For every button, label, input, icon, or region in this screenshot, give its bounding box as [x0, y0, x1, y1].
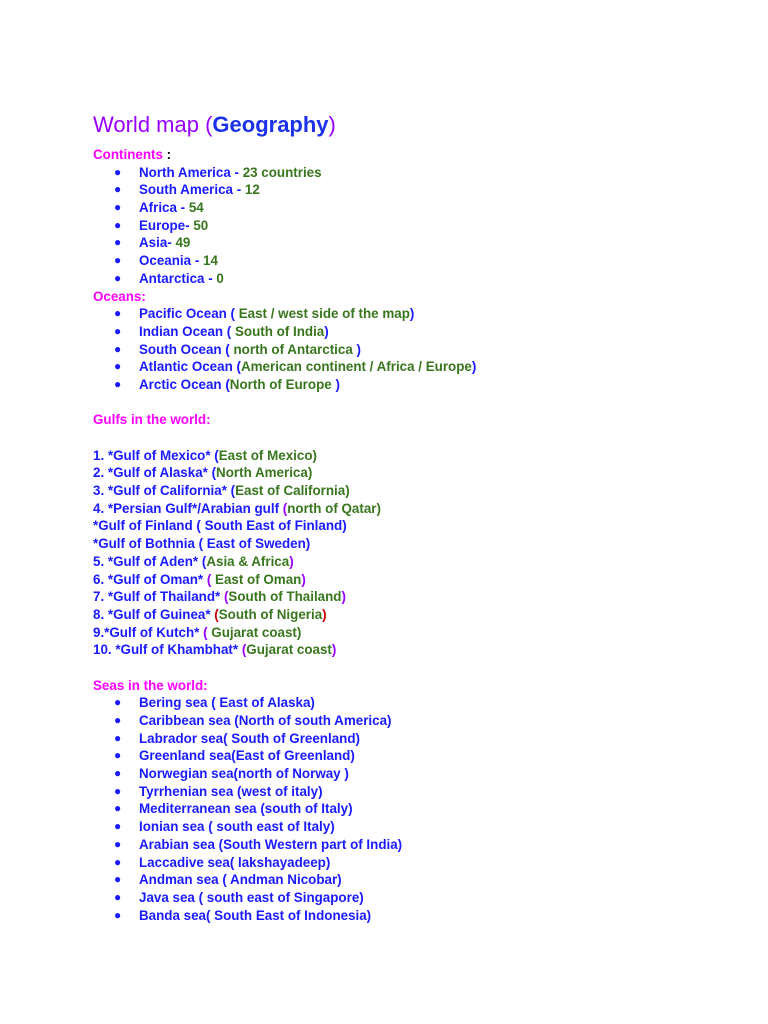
bullet-icon: ● [114, 801, 122, 816]
gulf-name: 9.*Gulf of Kutch* [93, 624, 204, 640]
sea-name: Ionian sea ( south east of Italy) [139, 819, 335, 835]
sea-name: Labrador sea( South of Greenland) [139, 730, 360, 746]
ocean-close: ) [409, 306, 415, 322]
gulf-open: ( [203, 624, 212, 640]
gulf-location: North America [216, 465, 308, 481]
gulf-close: ) [322, 606, 327, 622]
ocean-location: American continent / Africa / Europe [240, 359, 472, 375]
bullet-icon: ● [114, 748, 122, 763]
gulfs-list [93, 447, 753, 659]
ocean-location: north of Antarctica [233, 341, 357, 357]
ocean-location: East / west side of the map [238, 306, 410, 322]
gulf-name: 1. *Gulf of Mexico* [93, 447, 215, 463]
gulf-location: East of California [235, 483, 346, 499]
gulf-location: South of Nigeria [218, 606, 323, 622]
gulf-name: 5. *Gulf of Aden* [93, 553, 202, 569]
ocean-name: Arctic Ocean ( [139, 376, 230, 392]
continent-name: Africa - [139, 200, 189, 216]
gulf-name: *Gulf of Finland ( South East of Finland) [93, 518, 347, 534]
bullet-icon: ● [114, 253, 122, 268]
gulf-item [93, 535, 753, 553]
sea-item [93, 694, 753, 712]
ocean-name: Pacific Ocean ( [139, 306, 239, 322]
ocean-item [93, 305, 753, 323]
ocean-close: ) [335, 376, 340, 392]
gulf-item [93, 624, 753, 642]
ocean-location: North of Europe [229, 376, 336, 392]
seas-heading: Seas in the world: [93, 677, 208, 693]
gulf-open: ( [241, 642, 247, 658]
continent-count: 23 countries [242, 164, 322, 180]
gulf-location: East of Oman [215, 571, 302, 587]
bullet-icon: ● [114, 323, 122, 338]
sea-item [93, 712, 753, 730]
bullet-icon: ● [114, 783, 122, 798]
gulf-open: ( [214, 606, 219, 622]
sea-name: Laccadive sea( lakshayadeep) [139, 854, 331, 870]
gulf-location: Gujarat coast [211, 624, 297, 640]
bullet-icon: ● [114, 854, 122, 869]
gulf-location: north of Qatar [287, 500, 377, 516]
gulf-item [93, 606, 753, 624]
bullet-icon: ● [114, 182, 122, 197]
sea-name: Tyrrhenian sea (west of italy) [139, 783, 323, 799]
gulf-location: South of Thailand [228, 589, 342, 605]
gulfs-heading: Gulfs in the world: [93, 412, 211, 428]
spacer [93, 429, 753, 447]
sea-name: Andman sea ( Andman Nicobar) [139, 872, 342, 888]
continent-name: South America - [139, 182, 245, 198]
gulf-close: ) [307, 465, 313, 481]
continent-item [93, 181, 753, 199]
sea-name: Arabian sea (South Western part of India) [139, 836, 403, 852]
gulf-open: ( [282, 500, 288, 516]
title-part-2: Geography [212, 112, 329, 137]
bullet-icon: ● [114, 217, 122, 232]
title-part-1: World map ( [93, 112, 213, 137]
continent-item [93, 164, 753, 182]
sea-item [93, 747, 753, 765]
gulf-open: ( [223, 589, 229, 605]
sea-item [93, 836, 753, 854]
gulf-name: 7. *Gulf of Thailand* [93, 589, 224, 605]
gulf-open: ( [211, 465, 217, 481]
gulf-location: Gujarat coast [246, 642, 332, 658]
ocean-close: ) [324, 323, 329, 339]
gulf-item [93, 482, 753, 500]
gulf-name: *Gulf of Bothnia ( East of Sweden) [93, 536, 311, 552]
gulf-item [93, 500, 753, 518]
bullet-icon: ● [114, 270, 122, 285]
ocean-item [93, 376, 753, 394]
gulf-name: 8. *Gulf of Guinea* [93, 606, 215, 622]
ocean-location: South of India [234, 323, 325, 339]
sea-name: Norwegian sea(north of Norway ) [139, 766, 349, 782]
continents-label: Continents [93, 147, 163, 162]
ocean-name: South Ocean ( [139, 341, 234, 357]
bullet-icon: ● [114, 376, 122, 391]
document-body [93, 146, 753, 924]
bullet-icon: ● [114, 713, 122, 727]
page-title [93, 111, 336, 139]
gulf-close: ) [301, 571, 306, 587]
ocean-close: ) [471, 359, 477, 375]
bullet-icon: ● [114, 889, 122, 904]
continents-heading [93, 146, 753, 164]
gulf-close: ) [345, 483, 350, 499]
gulf-item [93, 447, 753, 465]
sea-name: Java sea ( south east of Singapore) [139, 889, 364, 905]
sea-name: Mediterranean sea (south of Italy) [139, 801, 353, 817]
continents-colon: : [162, 147, 172, 162]
sea-name: Greenland sea(East of Greenland) [139, 748, 355, 764]
sea-name: Caribbean sea (North of south America) [139, 713, 392, 728]
continent-item [93, 217, 753, 235]
ocean-name: Atlantic Ocean ( [139, 359, 241, 375]
continent-count: 14 [203, 253, 218, 269]
sea-item [93, 800, 753, 818]
gulf-open: ( [201, 553, 207, 569]
continent-count: 50 [193, 217, 209, 233]
gulf-open: ( [206, 571, 216, 587]
ocean-close: ) [356, 341, 361, 357]
gulf-item [93, 553, 753, 571]
title-part-3: ) [328, 112, 336, 137]
gulf-name: 2. *Gulf of Alaska* [93, 465, 212, 481]
gulf-item [93, 517, 753, 535]
bullet-icon: ● [114, 872, 122, 887]
gulf-name: 10. *Gulf of Khambhat* [93, 642, 242, 658]
sea-name: Banda sea( South East of Indonesia) [139, 907, 372, 923]
gulf-item [93, 571, 753, 589]
sea-item [93, 907, 753, 925]
continent-count: 0 [216, 270, 224, 286]
sea-item [93, 889, 753, 907]
sea-item [93, 818, 753, 836]
bullet-icon: ● [114, 164, 122, 179]
continent-item [93, 199, 753, 217]
bullet-icon: ● [114, 730, 122, 745]
gulf-close: ) [331, 642, 337, 658]
continent-name: Europe- [139, 217, 194, 233]
continent-name: Oceania - [139, 253, 204, 269]
bullet-icon: ● [114, 907, 122, 922]
bullet-icon: ● [114, 836, 122, 851]
bullet-icon: ● [114, 235, 122, 250]
bullet-icon: ● [114, 695, 122, 710]
sea-item [93, 783, 753, 801]
gulf-item [93, 588, 753, 606]
spacer [93, 394, 753, 412]
gulf-close: ) [296, 624, 302, 640]
sea-item [93, 871, 753, 889]
ocean-item [93, 323, 753, 341]
gulf-location: Asia & Africa [206, 553, 290, 569]
sea-item [93, 765, 753, 783]
gulf-location: East of Mexico [218, 447, 313, 463]
gulf-name: 3. *Gulf of California* [93, 483, 231, 499]
continent-name: Antarctica - [139, 270, 217, 286]
bullet-icon: ● [114, 306, 122, 321]
continent-item [93, 270, 753, 288]
gulf-name: 6. *Gulf of Oman* [93, 571, 207, 587]
continent-name: Asia- [139, 235, 176, 251]
sea-item [93, 854, 753, 872]
gulf-open: ( [230, 483, 236, 499]
ocean-item [93, 358, 753, 376]
continent-count: 49 [175, 235, 191, 251]
continents-list [93, 164, 753, 288]
gulf-close: ) [312, 447, 317, 463]
gulf-item [93, 464, 753, 482]
bullet-icon: ● [114, 819, 122, 834]
seas-list [93, 694, 753, 924]
continent-count: 54 [188, 200, 204, 216]
gulf-name: 4. *Persian Gulf*/Arabian gulf [93, 500, 283, 516]
continent-count: 12 [244, 182, 260, 198]
oceans-list [93, 305, 753, 393]
bullet-icon: ● [114, 341, 122, 356]
ocean-name: Indian Ocean ( [139, 323, 235, 339]
continent-item [93, 234, 753, 252]
gulf-close: ) [341, 589, 346, 605]
continent-name: North America - [139, 164, 243, 180]
ocean-item [93, 341, 753, 359]
continent-item [93, 252, 753, 270]
sea-item [93, 730, 753, 748]
bullet-icon: ● [114, 200, 122, 215]
gulf-open: ( [214, 447, 219, 463]
bullet-icon: ● [114, 766, 122, 781]
sea-name: Bering sea ( East of Alaska) [139, 695, 315, 711]
spacer [93, 659, 753, 677]
oceans-heading: Oceans: [93, 288, 146, 304]
gulf-close: ) [376, 500, 381, 516]
bullet-icon: ● [114, 359, 122, 374]
gulf-close: ) [289, 553, 294, 569]
gulf-item [93, 641, 753, 659]
